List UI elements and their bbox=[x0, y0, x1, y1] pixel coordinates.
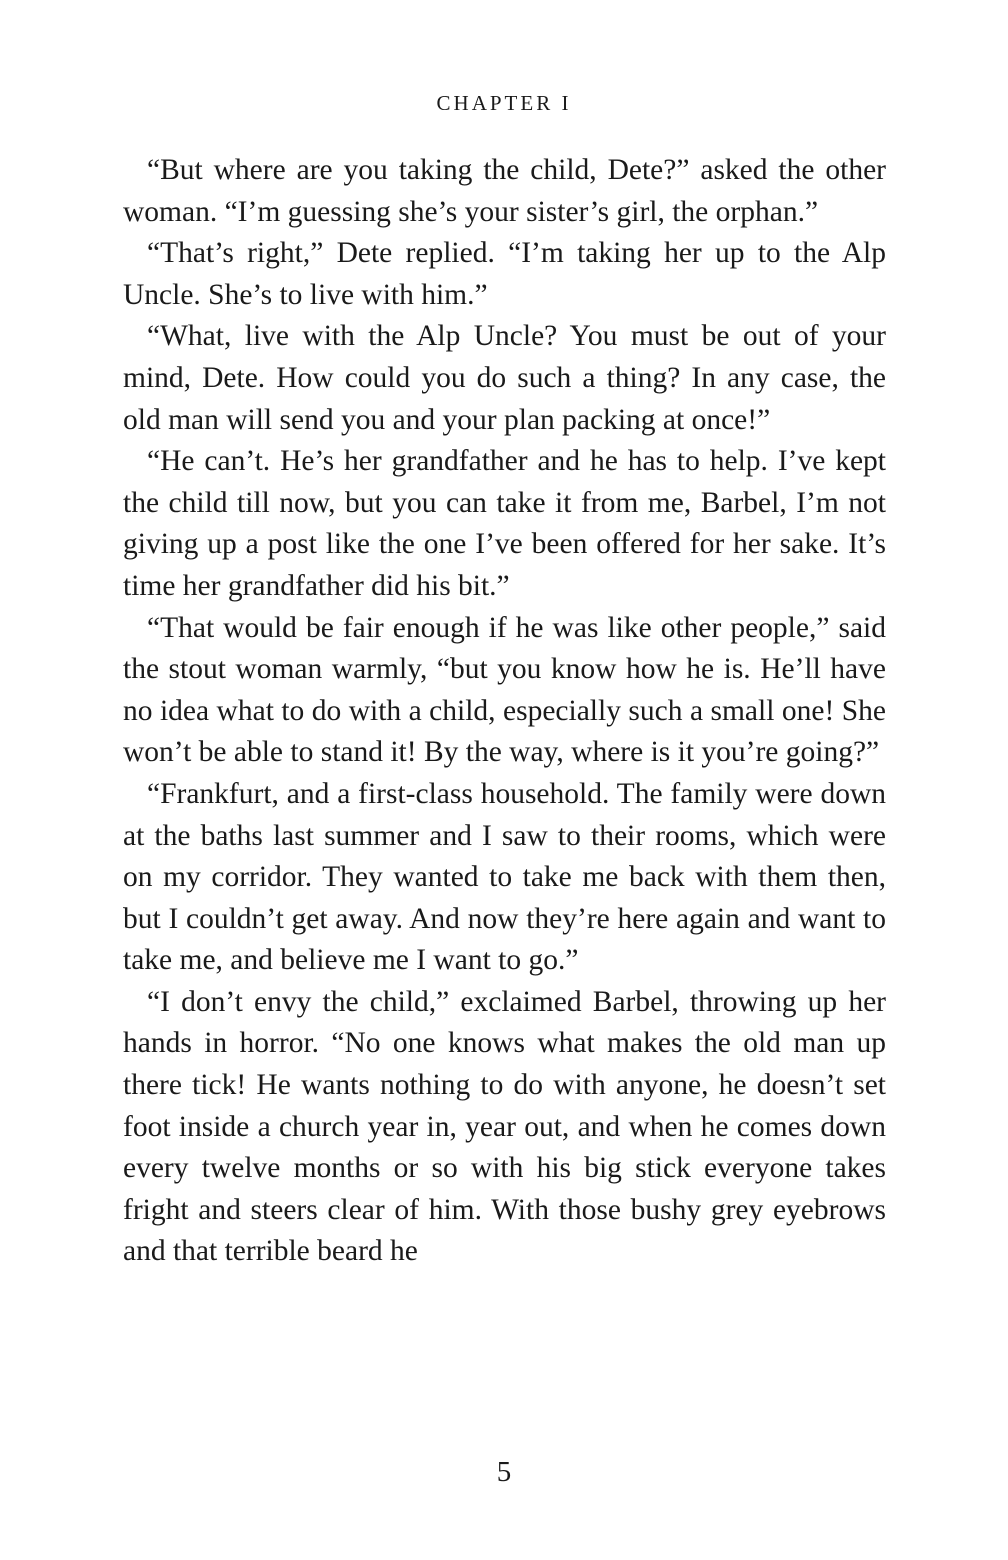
paragraph: “But where are you taking the child, Dete?” asked the other woman. “I’m guessing she’s your sister’s girl, the orphan.” bbox=[123, 154, 886, 228]
paragraph: “What, live with the Alp Uncle? You must be out of your mind, Dete. How could you do such a thing? In any case, the old man will send you and your plan packing at once!” bbox=[123, 320, 886, 436]
body-text bbox=[123, 150, 886, 1273]
running-head: CHAPTER I bbox=[436, 91, 572, 115]
paragraph: “That would be fair enough if he was like other people,” said the stout woman warmly, “but you know how he is. He’ll have no idea what to do with a child, especially such a small one! She won’t be able to stand it! By the way, where is it you’re going?” bbox=[123, 611, 886, 769]
paragraph: “Frankfurt, and a first-class household. The family were down at the baths last summer and I saw to their rooms, which were on my corridor. They wanted to take me back with them then, but I couldn’t get away. And now they’re here again and want to take me, and believe me I want to go.” bbox=[123, 777, 886, 977]
paragraph: “I don’t envy the child,” exclaimed Barbel, throwing up her hands in horror. “No one knows what makes the old man up there tick! He wants nothing to do with anyone, he doesn’t set foot inside a church year in, year out, and when he comes down every twelve months or so with his big stick everyone takes fright and steers clear of him. With those bushy grey eyebrows and that terrible beard he bbox=[123, 985, 886, 1268]
paragraph: “That’s right,” Dete replied. “I’m taking her up to the Alp Uncle. She’s to live with him.” bbox=[123, 237, 886, 311]
page-number: 5 bbox=[496, 1456, 512, 1488]
paragraph: “He can’t. He’s her grandfather and he has to help. I’ve kept the child till now, but you can take it from me, Barbel, I’m not giving up a post like the one I’ve been offered for her sake. It’s time her grandfather did his bit.” bbox=[123, 445, 886, 602]
